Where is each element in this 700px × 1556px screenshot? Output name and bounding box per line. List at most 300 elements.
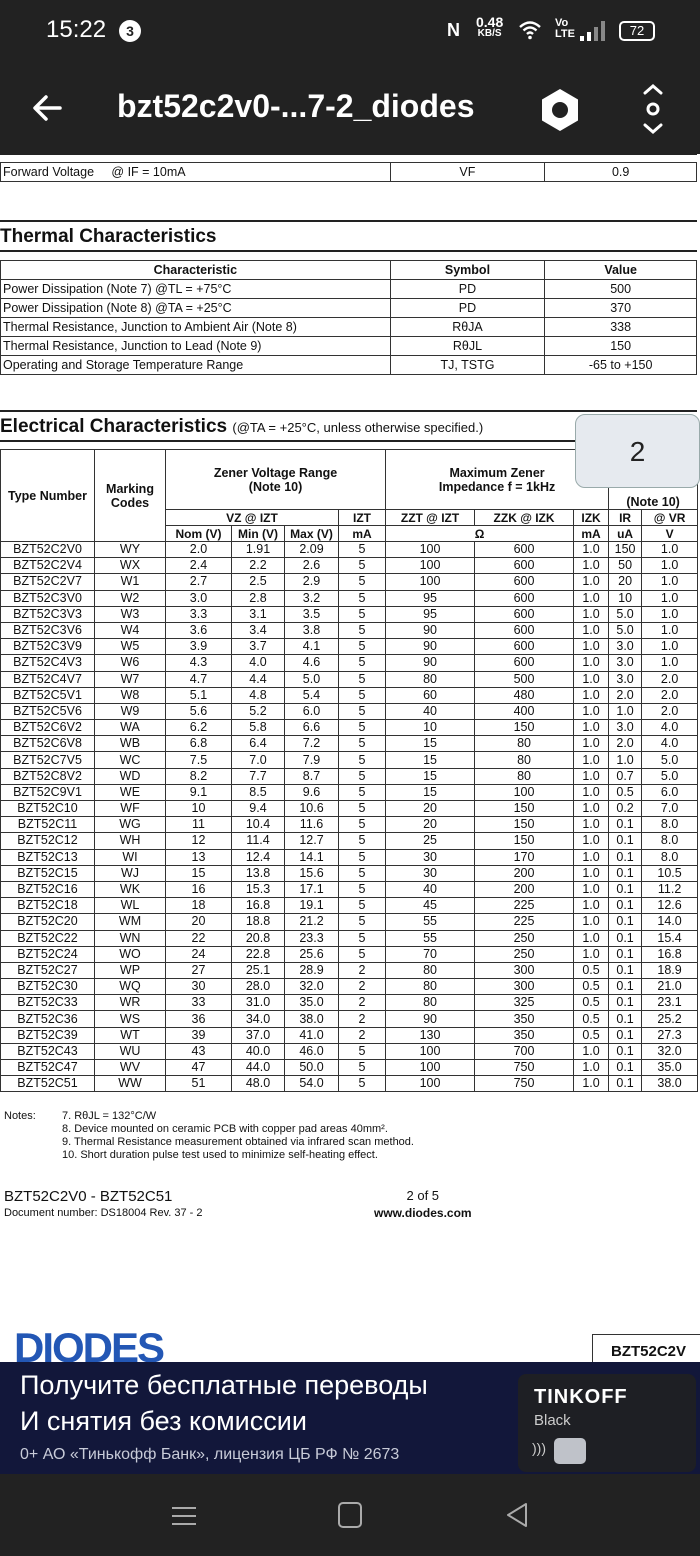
table-row [1, 849, 698, 865]
ir-cell: 0.1 [609, 946, 642, 962]
izt-cell: 5 [339, 639, 386, 655]
type-number-cell: BZT52C5V6 [1, 703, 95, 719]
marking-code-cell: WX [95, 558, 166, 574]
characteristic-cell: Forward Voltage @ IF = 10mA [1, 163, 391, 182]
zzk-cell: 600 [475, 590, 574, 606]
ad-banner[interactable] [0, 1362, 700, 1474]
value-cell: 500 [545, 280, 697, 299]
izt-cell: 5 [339, 1060, 386, 1076]
vz-nom-cell: 33 [166, 995, 232, 1011]
izt-cell: 2 [339, 1011, 386, 1027]
vz-nom-cell: 16 [166, 881, 232, 897]
zzk-cell: 250 [475, 930, 574, 946]
vr-cell: 12.6 [642, 898, 698, 914]
electrical-table [0, 449, 698, 1092]
vz-min-cell: 3.1 [232, 606, 285, 622]
ir-cell: 0.1 [609, 817, 642, 833]
zzk-cell: 500 [475, 671, 574, 687]
izt-cell: 5 [339, 881, 386, 897]
vz-max-cell: 11.6 [285, 817, 339, 833]
unit-nom: Nom (V) [166, 526, 232, 542]
marking-code-cell: WT [95, 1027, 166, 1043]
marking-code-cell: WR [95, 995, 166, 1011]
marking-code-cell: WB [95, 736, 166, 752]
vz-max-cell: 2.9 [285, 574, 339, 590]
ir-cell: 150 [609, 542, 642, 558]
zzt-cell: 90 [386, 622, 475, 638]
type-number-cell: BZT52C3V6 [1, 622, 95, 638]
marking-code-cell: WE [95, 784, 166, 800]
izk-cell: 0.5 [574, 995, 609, 1011]
col-type-number: Type Number [1, 450, 95, 542]
vz-nom-cell: 15 [166, 865, 232, 881]
vz-nom-cell: 13 [166, 849, 232, 865]
vz-max-cell: 50.0 [285, 1060, 339, 1076]
col-zzk: ZZK @ IZK [475, 510, 574, 526]
vr-cell: 5.0 [642, 752, 698, 768]
type-number-cell: BZT52C2V0 [1, 542, 95, 558]
table-row [1, 299, 697, 318]
ir-cell: 0.1 [609, 833, 642, 849]
ir-cell: 20 [609, 574, 642, 590]
col-max-zener-impedance: Maximum Zener Impedance f = 1kHz [386, 450, 609, 510]
vz-nom-cell: 12 [166, 833, 232, 849]
zzk-cell: 150 [475, 817, 574, 833]
izk-cell: 0.5 [574, 962, 609, 978]
type-number-cell: BZT52C4V3 [1, 655, 95, 671]
vz-max-cell: 35.0 [285, 995, 339, 1011]
vr-cell: 2.0 [642, 703, 698, 719]
unit-max: Max (V) [285, 526, 339, 542]
izt-cell: 5 [339, 606, 386, 622]
izk-cell: 1.0 [574, 817, 609, 833]
zzk-cell: 600 [475, 558, 574, 574]
vz-min-cell: 4.8 [232, 687, 285, 703]
table-header-row [1, 261, 697, 280]
volte-icon [555, 18, 575, 40]
notes-list [62, 1110, 414, 1162]
izt-cell: 5 [339, 752, 386, 768]
table-row [1, 1076, 698, 1092]
vr-cell: 35.0 [642, 1060, 698, 1076]
vz-max-cell: 38.0 [285, 1011, 339, 1027]
type-number-cell: BZT52C18 [1, 898, 95, 914]
vz-nom-cell: 5.6 [166, 703, 232, 719]
izt-cell: 5 [339, 655, 386, 671]
ir-cell: 1.0 [609, 752, 642, 768]
ir-cell: 0.5 [609, 784, 642, 800]
value-cell: 338 [545, 318, 697, 337]
network-speed-value: 0.48 [476, 14, 504, 30]
zzt-cell: 40 [386, 881, 475, 897]
vz-nom-cell: 3.3 [166, 606, 232, 622]
page-footer-center [374, 1188, 472, 1220]
page-footer-left [4, 1188, 203, 1219]
table-row [1, 687, 698, 703]
thermal-table [0, 260, 697, 375]
vz-nom-cell: 2.7 [166, 574, 232, 590]
network-speed-unit: KB/S [477, 28, 502, 39]
izt-cell: 5 [339, 671, 386, 687]
type-number-cell: BZT52C22 [1, 930, 95, 946]
vz-min-cell: 3.7 [232, 639, 285, 655]
zzt-cell: 80 [386, 962, 475, 978]
section-divider [0, 410, 697, 412]
vz-max-cell: 14.1 [285, 849, 339, 865]
vz-min-cell: 10.4 [232, 817, 285, 833]
vr-cell: 7.0 [642, 801, 698, 817]
ir-cell: 10 [609, 590, 642, 606]
vz-max-cell: 25.6 [285, 946, 339, 962]
volte-bottom: LTE [555, 28, 575, 40]
back-nav-icon[interactable] [504, 1501, 530, 1529]
ir-cell: 0.1 [609, 865, 642, 881]
vr-cell: 4.0 [642, 736, 698, 752]
ir-cell: 0.1 [609, 1011, 642, 1027]
vz-nom-cell: 36 [166, 1011, 232, 1027]
izk-cell: 1.0 [574, 801, 609, 817]
status-bar [0, 0, 700, 62]
izt-cell: 5 [339, 687, 386, 703]
zzt-cell: 80 [386, 671, 475, 687]
izk-cell: 0.5 [574, 1011, 609, 1027]
vz-min-cell: 20.8 [232, 930, 285, 946]
vz-max-cell: 21.2 [285, 914, 339, 930]
zzt-cell: 95 [386, 590, 475, 606]
vr-cell: 1.0 [642, 574, 698, 590]
table-row [1, 574, 698, 590]
izk-cell: 1.0 [574, 622, 609, 638]
volte-top: Vo [555, 17, 569, 29]
izt-cell: 5 [339, 1043, 386, 1059]
zzt-cell: 90 [386, 1011, 475, 1027]
zzt-cell: 130 [386, 1027, 475, 1043]
nfc-icon: N [447, 20, 460, 40]
vz-nom-cell: 9.1 [166, 784, 232, 800]
vr-cell: 1.0 [642, 622, 698, 638]
notes-label: Notes: [4, 1110, 36, 1122]
zzk-cell: 300 [475, 962, 574, 978]
ir-cell: 0.1 [609, 1060, 642, 1076]
type-number-cell: BZT52C47 [1, 1060, 95, 1076]
vz-nom-cell: 5.1 [166, 687, 232, 703]
zzk-cell: 350 [475, 1011, 574, 1027]
vr-cell: 32.0 [642, 1043, 698, 1059]
zzk-cell: 750 [475, 1060, 574, 1076]
izk-cell: 0.5 [574, 979, 609, 995]
symbol-cell: TJ, TSTG [390, 356, 545, 375]
ad-headline-1: Получите бесплатные переводы [20, 1370, 428, 1400]
zzt-cell: 55 [386, 930, 475, 946]
izk-cell: 1.0 [574, 881, 609, 897]
marking-code-cell: WJ [95, 865, 166, 881]
zzk-cell: 100 [475, 784, 574, 800]
type-number-cell: BZT52C15 [1, 865, 95, 881]
signal-icon [578, 20, 608, 42]
symbol-cell: RθJA [390, 318, 545, 337]
izk-cell: 1.0 [574, 865, 609, 881]
vr-cell: 5.0 [642, 768, 698, 784]
document-title: bzt52c2v0-...7-2_diodes [117, 88, 475, 124]
table-row [1, 930, 698, 946]
characteristic-cell: Operating and Storage Temperature Range [1, 356, 391, 375]
symbol-cell: RθJL [390, 337, 545, 356]
vz-max-cell: 4.6 [285, 655, 339, 671]
table-row [1, 736, 698, 752]
symbol-cell: VF [390, 163, 545, 182]
vz-nom-cell: 10 [166, 801, 232, 817]
vz-nom-cell: 3.6 [166, 622, 232, 638]
izt-cell: 5 [339, 574, 386, 590]
zzk-cell: 80 [475, 768, 574, 784]
vz-max-cell: 7.9 [285, 752, 339, 768]
vr-cell: 38.0 [642, 1076, 698, 1092]
electrical-section-title [0, 416, 483, 438]
izk-cell: 1.0 [574, 671, 609, 687]
zzt-cell: 25 [386, 833, 475, 849]
ir-cell: 2.0 [609, 687, 642, 703]
vz-max-cell: 3.2 [285, 590, 339, 606]
table-row [1, 542, 698, 558]
vz-min-cell: 44.0 [232, 1060, 285, 1076]
izk-cell: 1.0 [574, 590, 609, 606]
vz-nom-cell: 8.2 [166, 768, 232, 784]
izt-cell: 5 [339, 736, 386, 752]
table-row [1, 979, 698, 995]
izk-cell: 1.0 [574, 558, 609, 574]
izt-cell: 5 [339, 914, 386, 930]
table-row [1, 1011, 698, 1027]
izt-cell: 5 [339, 720, 386, 736]
note-item: 7. RθJL = 132°C/W [62, 1110, 157, 1122]
unit-min: Min (V) [232, 526, 285, 542]
izk-cell: 1.0 [574, 736, 609, 752]
zzt-cell: 40 [386, 703, 475, 719]
zzk-cell: 600 [475, 606, 574, 622]
vz-min-cell: 9.4 [232, 801, 285, 817]
gear-icon[interactable] [536, 86, 584, 134]
izk-cell: 1.0 [574, 1060, 609, 1076]
type-number-cell: BZT52C5V1 [1, 687, 95, 703]
vr-cell: 6.0 [642, 784, 698, 800]
unit-ohm: Ω [386, 526, 574, 542]
table-row [1, 703, 698, 719]
zzk-cell: 250 [475, 946, 574, 962]
vr-cell: 25.2 [642, 1011, 698, 1027]
vz-max-cell: 2.6 [285, 558, 339, 574]
type-number-cell: BZT52C39 [1, 1027, 95, 1043]
more-vert-icon[interactable] [636, 82, 670, 136]
vz-nom-cell: 24 [166, 946, 232, 962]
zzt-cell: 80 [386, 979, 475, 995]
vz-min-cell: 22.8 [232, 946, 285, 962]
vr-cell: 1.0 [642, 606, 698, 622]
diodes-logo: DIODES [14, 1324, 164, 1362]
zzk-cell: 600 [475, 655, 574, 671]
izt-cell: 5 [339, 817, 386, 833]
app-bar [0, 62, 700, 154]
col-vz-at-izt: VZ @ IZT [166, 510, 339, 526]
zzt-cell: 55 [386, 914, 475, 930]
zzt-cell: 15 [386, 752, 475, 768]
type-number-cell: BZT52C6V2 [1, 720, 95, 736]
ir-cell: 0.1 [609, 914, 642, 930]
page-count: 2 of 5 [406, 1188, 440, 1203]
marking-code-cell: WS [95, 1011, 166, 1027]
zzt-cell: 100 [386, 1076, 475, 1092]
vr-cell: 1.0 [642, 590, 698, 606]
vz-min-cell: 16.8 [232, 898, 285, 914]
vz-nom-cell: 30 [166, 979, 232, 995]
marking-code-cell: W9 [95, 703, 166, 719]
table-row [1, 898, 698, 914]
marking-code-cell: WI [95, 849, 166, 865]
vz-min-cell: 3.4 [232, 622, 285, 638]
vz-min-cell: 2.5 [232, 574, 285, 590]
vz-min-cell: 2.8 [232, 590, 285, 606]
zzk-cell: 600 [475, 622, 574, 638]
table-row [1, 622, 698, 638]
system-nav-bar [0, 1474, 700, 1556]
ir-cell: 3.0 [609, 639, 642, 655]
izk-cell: 1.0 [574, 703, 609, 719]
table-row [1, 881, 698, 897]
ir-cell: 3.0 [609, 671, 642, 687]
col-izk: IZK [574, 510, 609, 526]
table-row [1, 558, 698, 574]
vz-nom-cell: 22 [166, 930, 232, 946]
col-symbol: Symbol [390, 261, 545, 280]
marking-code-cell: W8 [95, 687, 166, 703]
table-row [1, 318, 697, 337]
zzt-cell: 15 [386, 768, 475, 784]
vz-min-cell: 7.0 [232, 752, 285, 768]
vz-max-cell: 6.0 [285, 703, 339, 719]
izk-cell: 1.0 [574, 784, 609, 800]
marking-code-cell: W6 [95, 655, 166, 671]
marking-code-cell: WP [95, 962, 166, 978]
type-number-cell: BZT52C12 [1, 833, 95, 849]
vz-min-cell: 8.5 [232, 784, 285, 800]
ir-cell: 50 [609, 558, 642, 574]
back-arrow-icon[interactable] [28, 88, 68, 128]
vz-min-cell: 31.0 [232, 995, 285, 1011]
vz-max-cell: 5.4 [285, 687, 339, 703]
table-row [1, 356, 697, 375]
recent-apps-icon[interactable] [170, 1504, 198, 1528]
vz-max-cell: 7.2 [285, 736, 339, 752]
vz-min-cell: 6.4 [232, 736, 285, 752]
izt-cell: 5 [339, 833, 386, 849]
table-row [1, 865, 698, 881]
vz-min-cell: 37.0 [232, 1027, 285, 1043]
zzt-cell: 90 [386, 655, 475, 671]
zzk-cell: 80 [475, 736, 574, 752]
type-number-cell: BZT52C9V1 [1, 784, 95, 800]
col-zener-voltage-range: Zener Voltage Range (Note 10) [166, 450, 386, 510]
izk-cell: 1.0 [574, 849, 609, 865]
next-page-header-box: BZT52C2V [592, 1334, 700, 1362]
type-number-cell: BZT52C13 [1, 849, 95, 865]
vz-nom-cell: 39 [166, 1027, 232, 1043]
table-row [1, 1060, 698, 1076]
home-icon[interactable] [338, 1502, 362, 1528]
col-zzt: ZZT @ IZT [386, 510, 475, 526]
zzk-cell: 480 [475, 687, 574, 703]
ir-cell: 0.1 [609, 881, 642, 897]
vr-cell: 15.4 [642, 930, 698, 946]
ir-cell: 0.1 [609, 979, 642, 995]
vz-min-cell: 4.4 [232, 671, 285, 687]
izk-cell: 1.0 [574, 542, 609, 558]
card-sub: Black [534, 1412, 571, 1429]
ir-cell: 0.1 [609, 995, 642, 1011]
electrical-condition: (@TA = +25°C, unless otherwise specified.) [232, 420, 484, 435]
marking-code-cell: W4 [95, 622, 166, 638]
izt-cell: 2 [339, 979, 386, 995]
table-row [1, 833, 698, 849]
vz-nom-cell: 11 [166, 817, 232, 833]
note-item: 10. Short duration pulse test used to minimize self-heating effect. [62, 1149, 378, 1161]
characteristic-cell: Thermal Resistance, Junction to Ambient Air (Note 8) [1, 318, 391, 337]
col-value: Value [545, 261, 697, 280]
marking-code-cell: WV [95, 1060, 166, 1076]
zzt-cell: 30 [386, 865, 475, 881]
vr-cell: 11.2 [642, 881, 698, 897]
izk-cell: 1.0 [574, 1076, 609, 1092]
zzk-cell: 225 [475, 914, 574, 930]
wifi-icon [518, 20, 542, 40]
zzk-cell: 150 [475, 833, 574, 849]
vz-nom-cell: 2.4 [166, 558, 232, 574]
type-number-cell: BZT52C33 [1, 995, 95, 1011]
vz-min-cell: 18.8 [232, 914, 285, 930]
col-marking-codes: Marking Codes [95, 450, 166, 542]
vz-max-cell: 2.09 [285, 542, 339, 558]
izk-cell: 1.0 [574, 833, 609, 849]
marking-code-cell: WH [95, 833, 166, 849]
zzk-cell: 80 [475, 752, 574, 768]
vz-nom-cell: 47 [166, 1060, 232, 1076]
table-row [1, 946, 698, 962]
vz-max-cell: 10.6 [285, 801, 339, 817]
vz-nom-cell: 3.9 [166, 639, 232, 655]
zzt-cell: 100 [386, 574, 475, 590]
type-number-cell: BZT52C8V2 [1, 768, 95, 784]
zzt-cell: 95 [386, 606, 475, 622]
zzt-cell: 15 [386, 784, 475, 800]
vz-max-cell: 46.0 [285, 1043, 339, 1059]
vr-cell: 21.0 [642, 979, 698, 995]
ir-cell: 0.1 [609, 849, 642, 865]
vr-cell: 23.1 [642, 995, 698, 1011]
izk-cell: 1.0 [574, 946, 609, 962]
table-row [1, 752, 698, 768]
note-item: 8. Device mounted on ceramic PCB with copper pad areas 40mm². [62, 1123, 388, 1135]
table-row [1, 784, 698, 800]
marking-code-cell: WF [95, 801, 166, 817]
zzt-cell: 100 [386, 1060, 475, 1076]
izt-cell: 5 [339, 898, 386, 914]
vz-max-cell: 5.0 [285, 671, 339, 687]
vz-nom-cell: 2.0 [166, 542, 232, 558]
izt-cell: 2 [339, 962, 386, 978]
zzk-cell: 300 [475, 979, 574, 995]
izt-cell: 5 [339, 1076, 386, 1092]
pdf-page-viewer[interactable] [0, 154, 700, 1362]
note-item: 9. Thermal Resistance measurement obtained via infrared scan method. [62, 1136, 414, 1148]
izk-cell: 1.0 [574, 930, 609, 946]
